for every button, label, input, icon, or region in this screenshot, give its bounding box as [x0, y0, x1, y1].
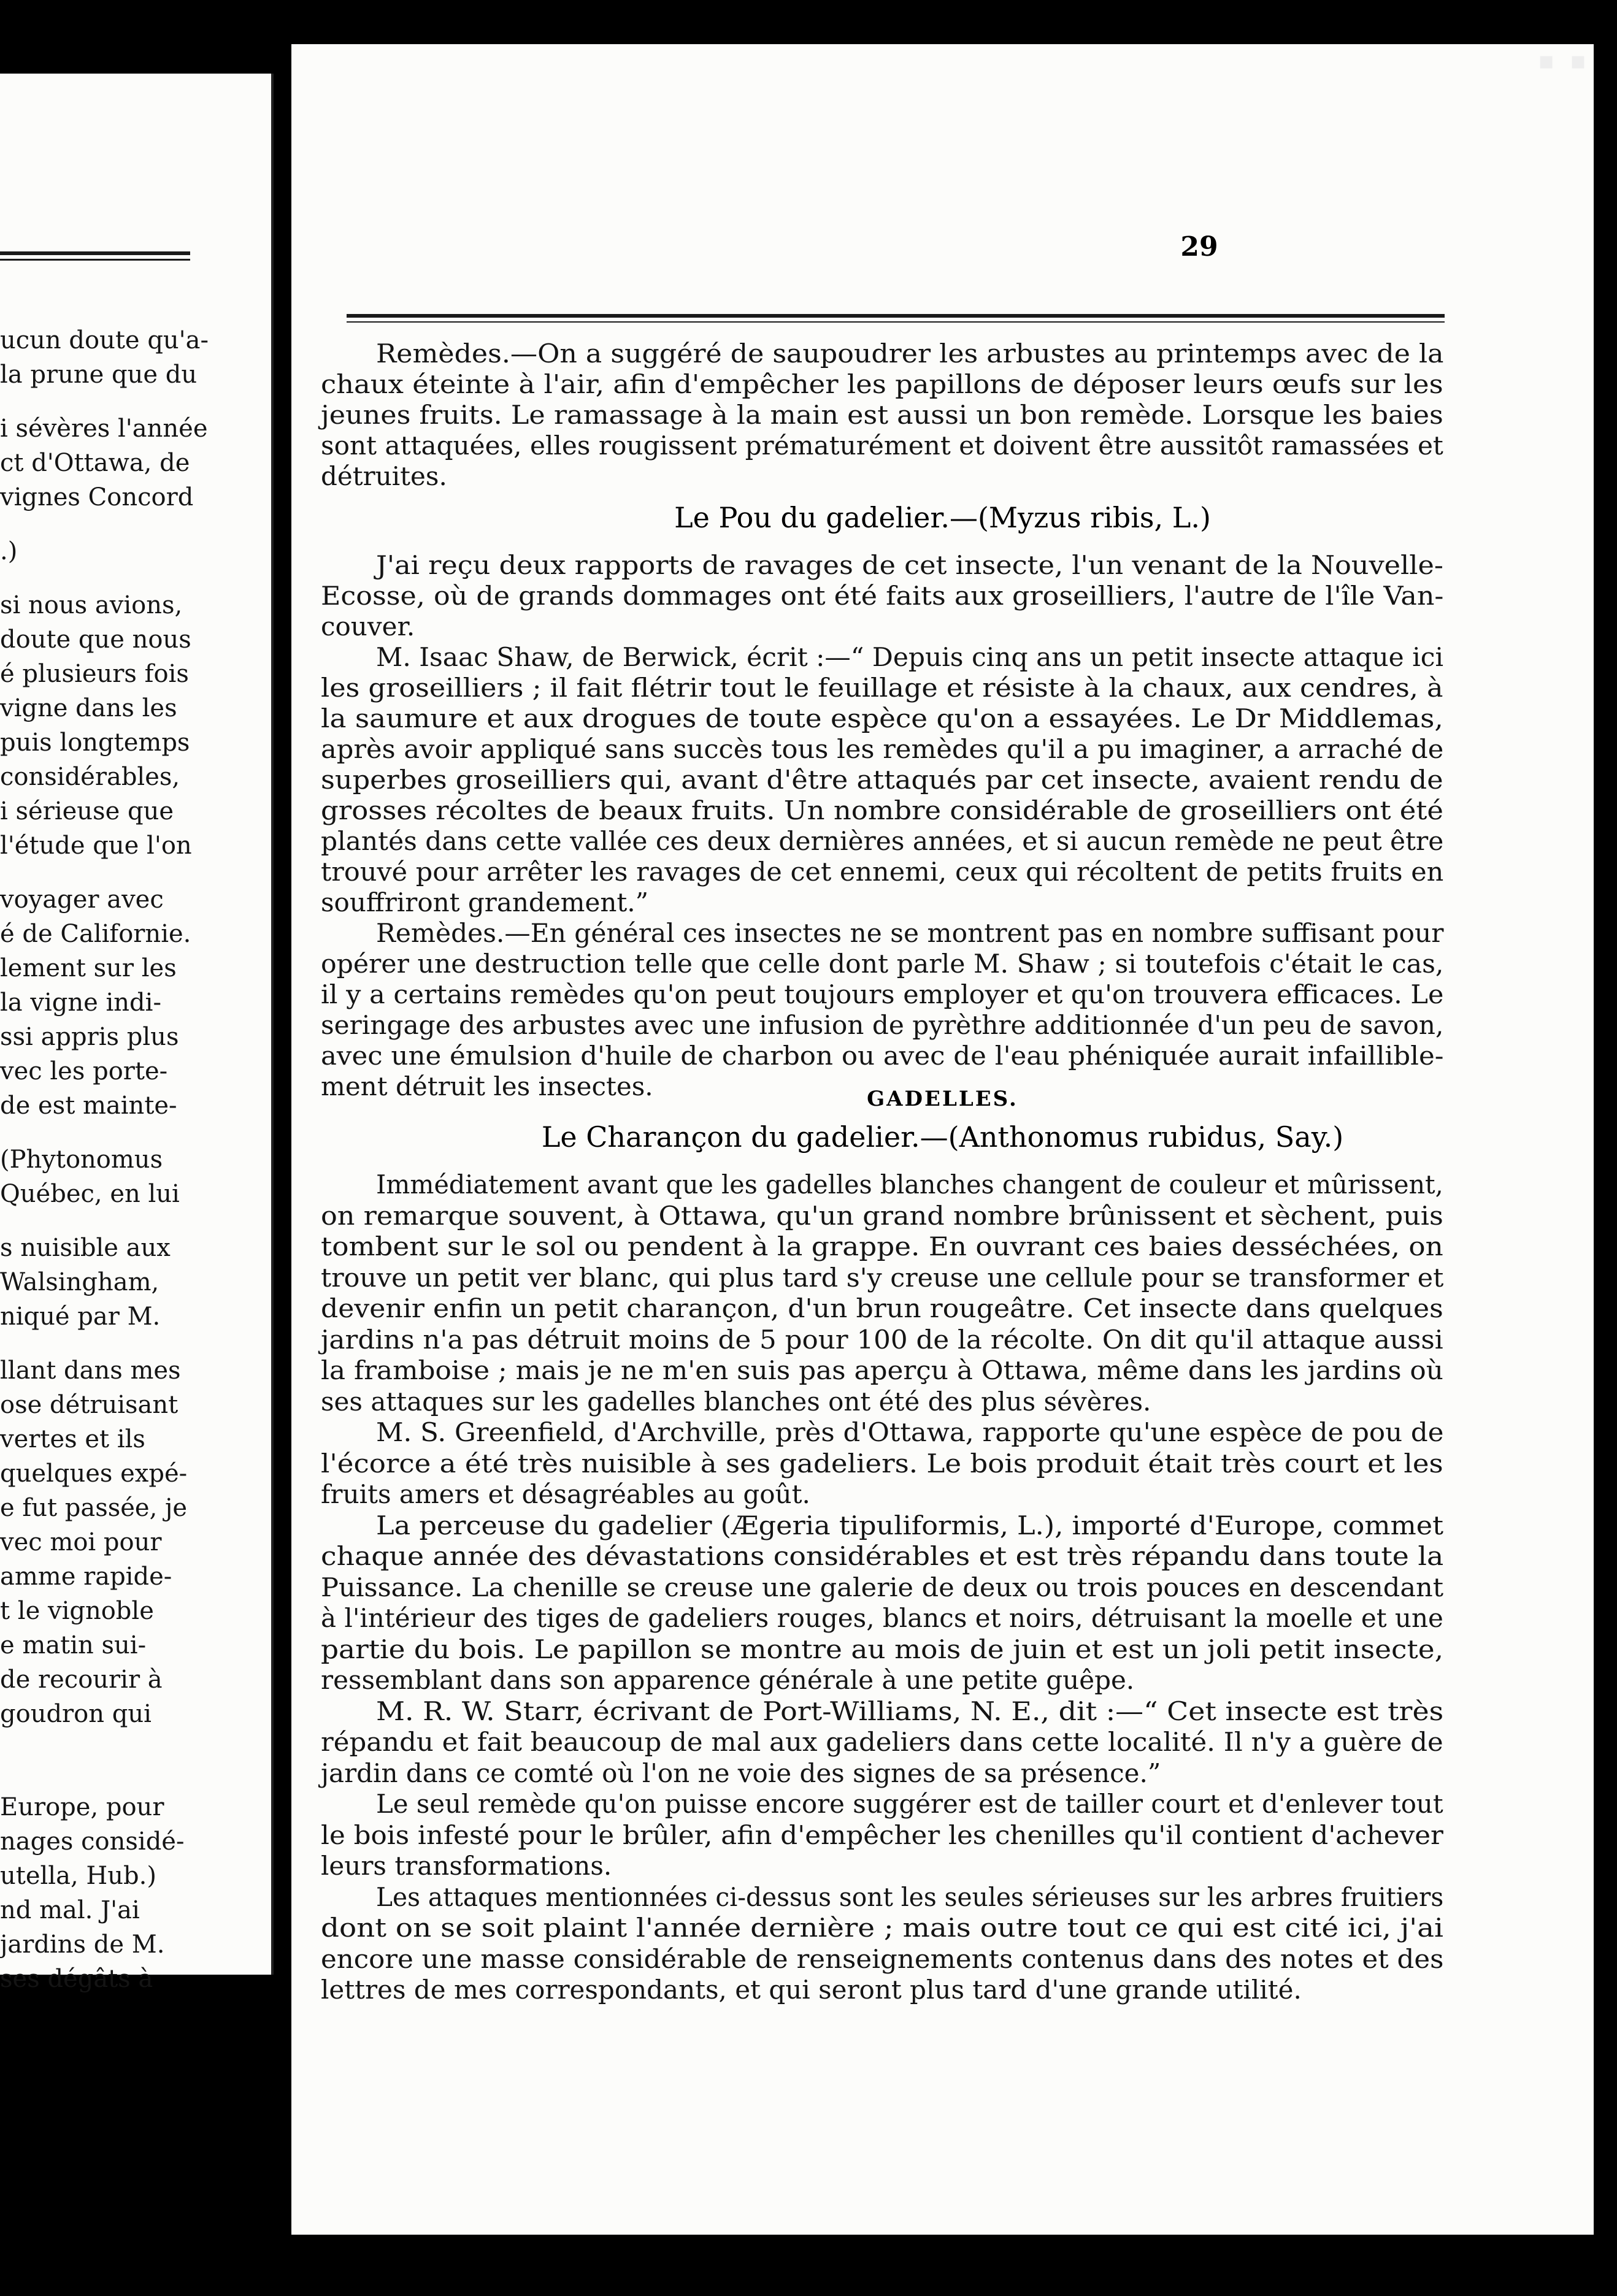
left-column-line: vigne dans les [0, 694, 177, 722]
left-page-fragment [0, 74, 274, 1993]
text-line: seringage des arbustes avec une infusion de pyrèthre additionnée d'un peu de savon, [321, 1010, 1444, 1040]
text-line: plantés dans cette vallée ces deux dernières années, et si aucun remède ne peut être [321, 826, 1444, 856]
left-column-line: ucun doute qu'a- [0, 326, 209, 354]
left-column-line: lement sur les [0, 954, 177, 982]
text-line: Le seul remède qu'on puisse encore suggérer est de tailler court et d'enlever tout [376, 1789, 1443, 1819]
text-line: détruites. [321, 461, 447, 491]
text-line: superbes groseilliers qui, avant d'être attaqués par cet insecte, avaient rendu de [321, 765, 1443, 795]
left-column-line: vertes et ils [0, 1425, 145, 1453]
text-line: jardins n'a pas détruit moins de 5 pour 100 de la récolte. On dit qu'il attaque aussi [321, 1324, 1443, 1355]
left-column-line: é de Californie. [0, 920, 191, 948]
left-column-line: vec les porte- [0, 1057, 168, 1085]
left-column-line: ses dégâts à [0, 1965, 153, 1993]
left-column-line: jardins de M. [0, 1931, 165, 1959]
text-line: avec une émulsion d'huile de charbon ou avec de l'eau phéniquée aurait infaillible- [321, 1041, 1444, 1071]
left-column-line: puis longtemps [0, 729, 190, 757]
text-line: sont attaquées, elles rougissent prématurément et doivent être aussitôt ramassées et [321, 431, 1443, 461]
text-line: M. S. Greenfield, d'Archville, près d'Ottawa, rapporte qu'une espèce de pou de [376, 1417, 1444, 1447]
section-title-gadelles: GADELLES. [867, 1087, 1018, 1111]
text-line: trouvé pour arrêter les ravages de cet ennemi, ceux qui récoltent de petits fruits en [321, 857, 1444, 887]
text-line: Remèdes.—En général ces insectes ne se montrent pas en nombre suffisant pour [376, 918, 1444, 948]
text-line: couver. [321, 611, 415, 641]
text-line: tombent sur le sol ou pendent à la grappe. En ouvrant ces baies desséchées, on [321, 1231, 1443, 1261]
text-line: encore une masse considérable de renseignements contenus dans des notes et des [321, 1943, 1444, 1974]
left-column-line: e matin sui- [0, 1631, 147, 1659]
text-line: leurs transformations. [321, 1851, 612, 1881]
page-number: 29 [1180, 231, 1218, 262]
left-column-line: t le vignoble [0, 1597, 154, 1625]
left-column-line: Québec, en lui [0, 1180, 180, 1208]
left-column-line: vignes Concord [0, 483, 194, 511]
text-line: lettres de mes correspondants, et qui seront plus tard d'une grande utilité. [321, 1975, 1302, 2005]
left-column-line: amme rapide- [0, 1563, 172, 1591]
text-line: répandu et fait beaucoup de mal aux gadeliers dans cette localité. Il n'y a guère de [321, 1727, 1443, 1757]
left-column-line: voyager avec [0, 886, 164, 914]
text-line: il y a certains remèdes qu'on peut toujours employer et qu'on trouvera efficaces. Le [321, 979, 1444, 1009]
left-column-line: niqué par M. [0, 1303, 161, 1331]
text-line: grosses récoltes de beaux fruits. Un nombre considérable de groseilliers ont été [321, 795, 1443, 825]
left-column-line: i sérieuse que [0, 797, 174, 825]
left-column-line: ssi appris plus [0, 1023, 179, 1051]
text-line: les groseilliers ; il fait flétrir tout le feuillage et résiste à la chaux, aux cendres, à [321, 673, 1443, 703]
left-column-line: é plusieurs fois [0, 660, 189, 688]
left-column-line: goudron qui [0, 1700, 152, 1728]
corner-mark: ▪ ▪ [1538, 47, 1590, 75]
left-column-line: de est mainte- [0, 1092, 177, 1120]
left-double-rule-top [0, 251, 190, 255]
header-rule-thin [347, 321, 1445, 323]
text-line: chaux éteinte à l'air, afin d'empêcher les papillons de déposer leurs œufs sur les [321, 369, 1443, 399]
main-page [291, 44, 1594, 2235]
left-column-line: .) [0, 537, 18, 565]
left-column-line: nd mal. J'ai [0, 1896, 140, 1924]
left-column-line: quelques expé- [0, 1460, 188, 1488]
text-line: ressemblant dans son apparence générale à une petite guêpe. [321, 1665, 1135, 1695]
text-line: l'écorce a été très nuisible à ses gadeliers. Le bois produit était très court et les [321, 1448, 1443, 1479]
text-line: la framboise ; mais je ne m'en suis pas aperçu à Ottawa, même dans les jardins où [321, 1355, 1443, 1385]
left-column-line: e fut passée, je [0, 1494, 188, 1522]
text-line: devenir enfin un petit charançon, d'un brun rougeâtre. Cet insecte dans quelques [321, 1293, 1443, 1323]
left-column-line: la vigne indi- [0, 989, 161, 1017]
left-column-line: de recourir à [0, 1666, 163, 1694]
text-line: La perceuse du gadelier (Ægeria tipuliformis, L.), importé d'Europe, commet [376, 1510, 1444, 1540]
heading-charancon-du-gadelier: Le Charançon du gadelier.—(Anthonomus rubidus, Say.) [541, 1120, 1344, 1154]
left-column-line: s nuisible aux [0, 1234, 171, 1262]
text-line: Immédiatement avant que les gadelles blanches changent de couleur et mûrissent, [376, 1169, 1443, 1200]
left-column-line: llant dans mes [0, 1357, 181, 1385]
left-column-line: vec moi pour [0, 1528, 162, 1556]
heading-pou-du-gadelier: Le Pou du gadelier.—(Myzus ribis, L.) [674, 501, 1211, 534]
left-column-line: ct d'Ottawa, de [0, 449, 190, 477]
text-line: jeunes fruits. Le ramassage à la main est aussi un bon remède. Lorsque les baies [321, 400, 1443, 430]
left-column-line: Europe, pour [0, 1793, 164, 1821]
text-line: chaque année des dévastations considérables et est très répandu dans toute la [321, 1541, 1444, 1571]
text-line: fruits amers et désagréables au goût. [321, 1479, 810, 1509]
left-column-line: considérables, [0, 763, 180, 791]
text-line: on remarque souvent, à Ottawa, qu'un grand nombre brûnissent et sèchent, puis [321, 1200, 1443, 1231]
left-column-line: ose détruisant [0, 1391, 179, 1419]
text-line: Puissance. La chenille se creuse une galerie de deux ou trois pouces en descendant [321, 1572, 1444, 1602]
left-column-line: la prune que du [0, 361, 198, 389]
header-rule-thick [347, 314, 1445, 318]
text-line: Les attaques mentionnées ci-dessus sont les seules sérieuses sur les arbres fruitiers [376, 1881, 1444, 1912]
text-line: la saumure et aux drogues de toute espèce qu'on a essayées. Le Dr Middlemas, [321, 703, 1443, 733]
left-column-line: i sévères l'année [0, 415, 208, 443]
left-column-line: l'étude que l'on [0, 832, 192, 860]
text-line: ses attaques sur les gadelles blanches ont été des plus sévères. [321, 1386, 1151, 1417]
text-line: M. R. W. Starr, écrivant de Port-Williams, N. E., dit :—“ Cet insecte est très [376, 1696, 1444, 1726]
left-column-line: Walsingham, [0, 1268, 159, 1296]
left-column-line: doute que nous [0, 626, 191, 654]
left-column-line: utella, Hub.) [0, 1862, 156, 1890]
text-line: à l'intérieur des tiges de gadeliers rouges, blancs et noirs, détruisant la moelle et une [321, 1603, 1443, 1633]
text-line: partie du bois. Le papillon se montre au mois de juin et est un joli petit insecte, [321, 1634, 1444, 1664]
text-line: opérer une destruction telle que celle dont parle M. Shaw ; si toutefois c'était le cas, [321, 949, 1444, 979]
text-line: le bois infesté pour le brûler, afin d'empêcher les chenilles qu'il contient d'achever [321, 1820, 1443, 1850]
left-double-rule-bottom [0, 259, 190, 261]
text-line: J'ai reçu deux rapports de ravages de cet insecte, l'un venant de la Nouvelle- [376, 550, 1443, 580]
text-line: Ecosse, où de grands dommages ont été faits aux groseilliers, l'autre de l'île Van- [321, 581, 1444, 611]
text-line: souffriront grandement.” [321, 887, 649, 917]
text-line: M. Isaac Shaw, de Berwick, écrit :—“ Depuis cinq ans un petit insecte attaque ici [376, 642, 1443, 672]
text-line: après avoir appliqué sans succès tous les remèdes qu'il a pu imaginer, a arraché de [321, 734, 1444, 764]
left-column-line: (Phytonomus [0, 1146, 163, 1174]
text-line: ment détruit les insectes. [321, 1071, 653, 1101]
text-line: jardin dans ce comté où l'on ne voie des signes de sa présence.” [321, 1758, 1161, 1788]
text-line: Remèdes.—On a suggéré de saupoudrer les arbustes au printemps avec de la [376, 339, 1444, 369]
left-column-line: nages considé- [0, 1827, 185, 1856]
left-column-line: si nous avions, [0, 591, 183, 619]
text-line: dont on se soit plaint l'année dernière ; mais outre tout ce qui est cité ici, j'ai [321, 1913, 1443, 1943]
text-line: trouve un petit ver blanc, qui plus tard s'y creuse une cellule pour se transformer et [321, 1262, 1444, 1293]
